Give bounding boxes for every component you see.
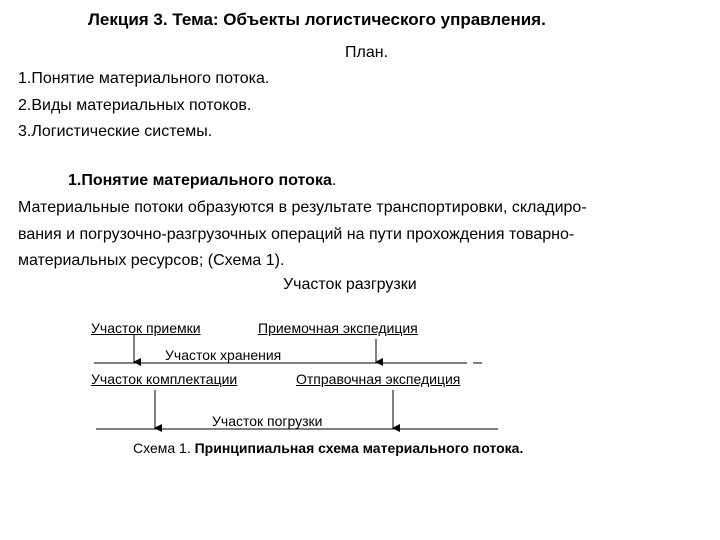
diagram-picking: Участок комплектации — [91, 371, 238, 387]
plan-item-2: 2.Виды материальных потоков. — [18, 97, 252, 114]
section-heading-dot: . — [331, 172, 337, 189]
paragraph-line-1: Материальные потоки образуются в результате транспортировки, складиро- — [18, 199, 587, 216]
plan-item-1: 1.Понятие материального потока. — [18, 70, 270, 87]
diagram-loading: Участок погрузки — [212, 413, 323, 429]
plan-item-3: 3.Логистические системы. — [18, 123, 213, 140]
diagram-reception: Участок приемки — [91, 320, 201, 336]
paragraph-line-3: материальных ресурсов; (Схема 1). — [18, 252, 285, 269]
paragraph-line-2: вания и погрузочно-разгрузочных операций на пути прохождения товарно- — [18, 226, 575, 243]
diagram-storage: Участок хранения — [165, 347, 282, 363]
lecture-title: Лекция 3. Тема: Объекты логистического управления. — [88, 10, 546, 29]
diagram-caption — [133, 440, 523, 456]
caption-prefix: Схема 1. — [133, 440, 195, 456]
diagram-unloading-label: Участок разгрузки — [283, 276, 417, 293]
section-heading-text: 1.Понятие материального потока — [68, 172, 332, 189]
diagram-receiving-expedition: Приемочная экспедиция — [258, 320, 418, 336]
caption-title: Принципиальная схема материального потока. — [194, 440, 524, 456]
plan-heading: План. — [345, 44, 389, 61]
diagram-shipping-expedition: Отправочная экспедиция — [296, 371, 461, 387]
